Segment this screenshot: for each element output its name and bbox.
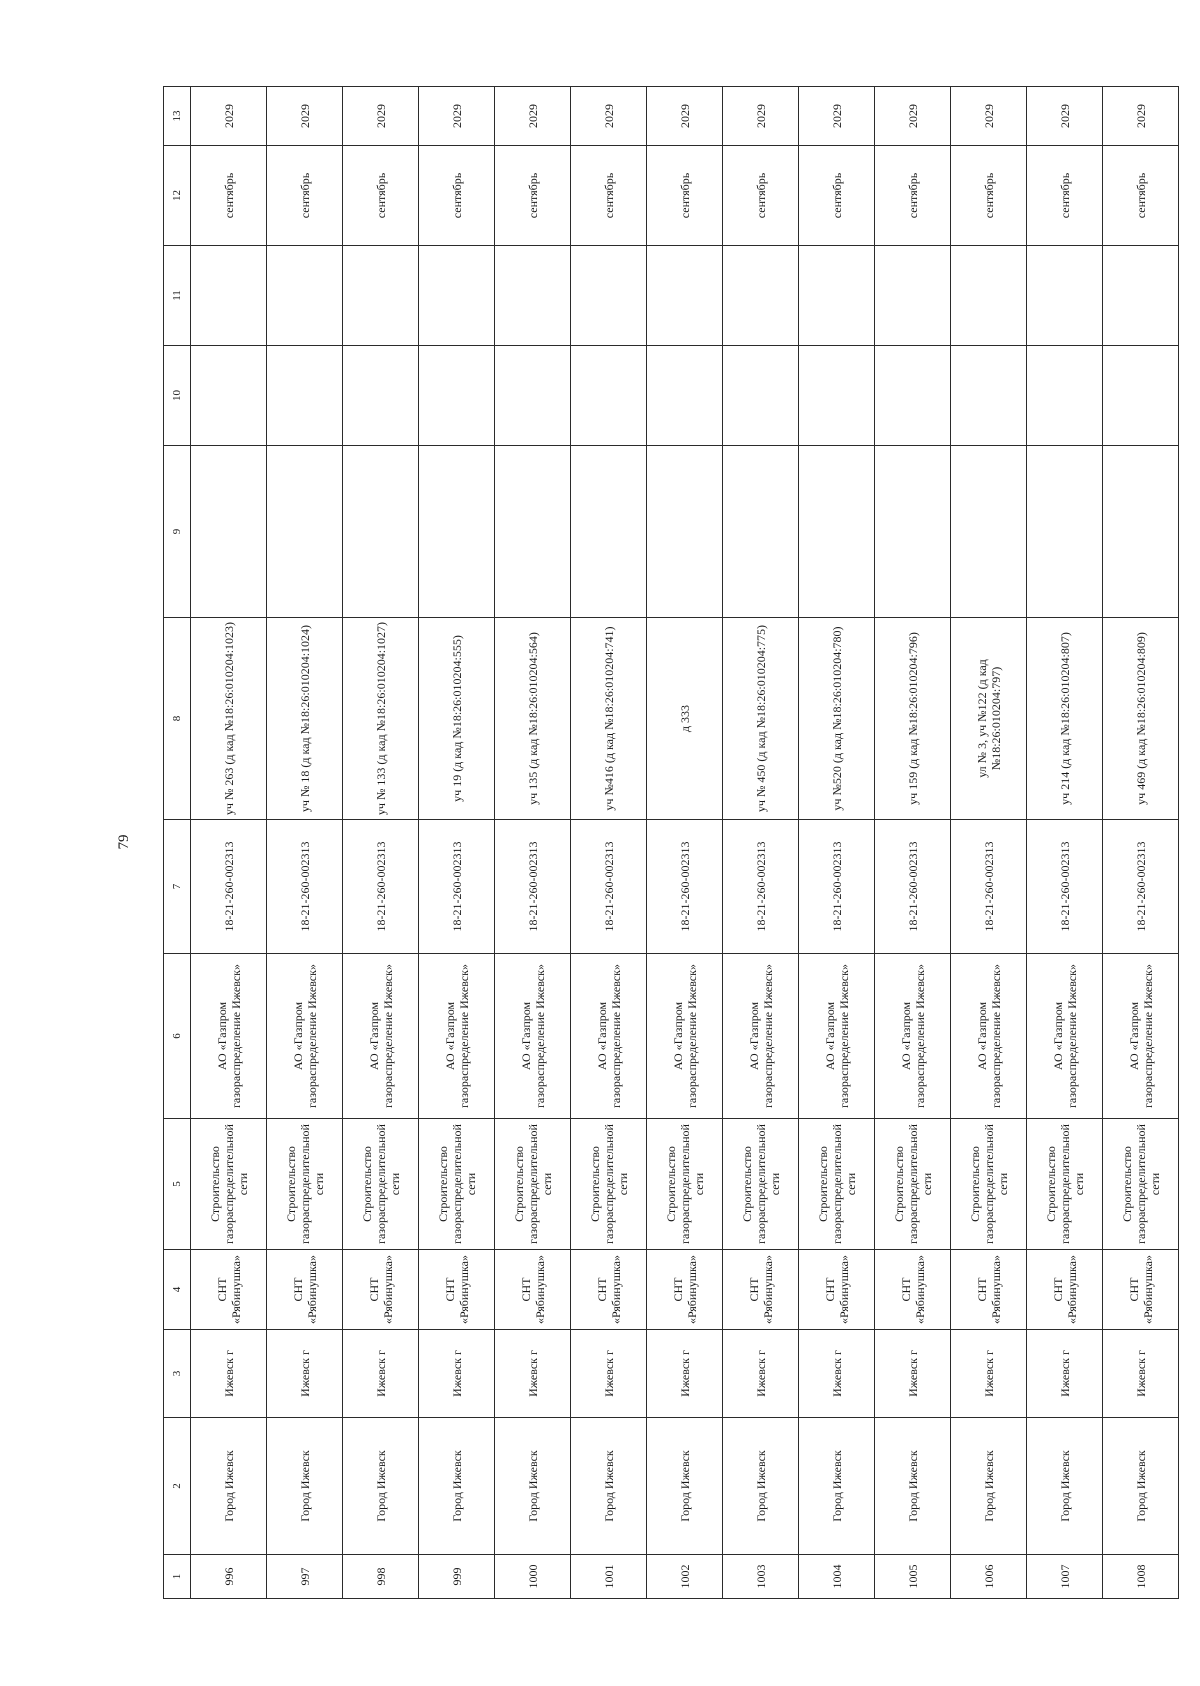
settlement-cell: СНТ «Рябинушка» [191,1250,267,1330]
owner-cell: АО «Газпром газораспределение Ижевск» [267,954,343,1119]
column-10-cell [951,346,1027,446]
register-number-cell: 18-21-260-002313 [495,820,571,954]
row-number-cell: 1002 [647,1555,723,1599]
object-name-cell: Строительство газораспределительной сети [343,1119,419,1250]
register-number-cell: 18-21-260-002313 [191,820,267,954]
column-11-cell [571,246,647,346]
column-10-cell [343,346,419,446]
column-header: 7 [164,820,191,954]
column-header: 9 [164,446,191,618]
column-9-cell [495,446,571,618]
owner-cell: АО «Газпром газораспределение Ижевск» [191,954,267,1119]
month-cell: сентябрь [799,146,875,246]
object-name-cell: Строительство газораспределительной сети [191,1119,267,1250]
row-number-cell: 1006 [951,1555,1027,1599]
table-row [1027,87,1103,1599]
column-11-cell [191,246,267,346]
column-11-cell [419,246,495,346]
year-cell: 2029 [951,87,1027,146]
locality-cell: Ижевск г [267,1330,343,1418]
table-row [267,87,343,1599]
table-row [875,87,951,1599]
register-number-cell: 18-21-260-002313 [1027,820,1103,954]
column-11-cell [951,246,1027,346]
address-cell: уч 135 (д кад №18:26:010204:564) [495,618,571,820]
settlement-cell: СНТ «Рябинушка» [1027,1250,1103,1330]
municipality-cell: Город Ижевск [419,1418,495,1555]
municipality-cell: Город Ижевск [1027,1418,1103,1555]
column-9-cell [1103,446,1179,618]
municipality-cell: Город Ижевск [571,1418,647,1555]
table-row [343,87,419,1599]
owner-cell: АО «Газпром газораспределение Ижевск» [647,954,723,1119]
column-10-cell [191,346,267,446]
month-cell: сентябрь [495,146,571,246]
owner-cell: АО «Газпром газораспределение Ижевск» [495,954,571,1119]
column-9-cell [419,446,495,618]
register-number-cell: 18-21-260-002313 [951,820,1027,954]
municipality-cell: Город Ижевск [1103,1418,1179,1555]
month-cell: сентябрь [571,146,647,246]
row-number-cell: 998 [343,1555,419,1599]
register-number-cell: 18-21-260-002313 [875,820,951,954]
column-10-cell [267,346,343,446]
locality-cell: Ижевск г [1027,1330,1103,1418]
owner-cell: АО «Газпром газораспределение Ижевск» [343,954,419,1119]
column-11-cell [343,246,419,346]
row-number-cell: 1003 [723,1555,799,1599]
column-10-cell [799,346,875,446]
column-10-cell [495,346,571,446]
locality-cell: Ижевск г [951,1330,1027,1418]
column-9-cell [723,446,799,618]
owner-cell: АО «Газпром газораспределение Ижевск» [723,954,799,1119]
settlement-cell: СНТ «Рябинушка» [419,1250,495,1330]
owner-cell: АО «Газпром газораспределение Ижевск» [951,954,1027,1119]
year-cell: 2029 [191,87,267,146]
object-name-cell: Строительство газораспределительной сети [723,1119,799,1250]
address-cell: уч №416 (д кад №18:26:010204:741) [571,618,647,820]
table-row [723,87,799,1599]
settlement-cell: СНТ «Рябинушка» [723,1250,799,1330]
owner-cell: АО «Газпром газораспределение Ижевск» [419,954,495,1119]
settlement-cell: СНТ «Рябинушка» [495,1250,571,1330]
address-cell: ул № 3, уч №122 (д кад №18:26:010204:797) [951,618,1027,820]
year-cell: 2029 [723,87,799,146]
register-number-cell: 18-21-260-002313 [419,820,495,954]
column-10-cell [723,346,799,446]
gas-network-table [163,86,1179,1599]
column-11-cell [723,246,799,346]
row-number-cell: 1001 [571,1555,647,1599]
register-number-cell: 18-21-260-002313 [647,820,723,954]
column-header: 5 [164,1119,191,1250]
locality-cell: Ижевск г [1103,1330,1179,1418]
register-number-cell: 18-21-260-002313 [267,820,343,954]
year-cell: 2029 [419,87,495,146]
table-row [191,87,267,1599]
column-11-cell [799,246,875,346]
table-row [647,87,723,1599]
locality-cell: Ижевск г [875,1330,951,1418]
object-name-cell: Строительство газораспределительной сети [571,1119,647,1250]
address-cell: уч № 133 (д кад №18:26:010204:1027) [343,618,419,820]
column-header: 10 [164,346,191,446]
register-number-cell: 18-21-260-002313 [343,820,419,954]
municipality-cell: Город Ижевск [647,1418,723,1555]
year-cell: 2029 [571,87,647,146]
table-row [1103,87,1179,1599]
table-row [571,87,647,1599]
object-name-cell: Строительство газораспределительной сети [951,1119,1027,1250]
year-cell: 2029 [267,87,343,146]
municipality-cell: Город Ижевск [267,1418,343,1555]
locality-cell: Ижевск г [191,1330,267,1418]
settlement-cell: СНТ «Рябинушка» [343,1250,419,1330]
column-9-cell [875,446,951,618]
locality-cell: Ижевск г [495,1330,571,1418]
column-9-cell [799,446,875,618]
month-cell: сентябрь [647,146,723,246]
column-11-cell [875,246,951,346]
settlement-cell: СНТ «Рябинушка» [875,1250,951,1330]
year-cell: 2029 [647,87,723,146]
municipality-cell: Город Ижевск [495,1418,571,1555]
month-cell: сентябрь [191,146,267,246]
register-number-cell: 18-21-260-002313 [799,820,875,954]
column-11-cell [647,246,723,346]
column-header: 8 [164,618,191,820]
column-header: 2 [164,1418,191,1555]
settlement-cell: СНТ «Рябинушка» [1103,1250,1179,1330]
object-name-cell: Строительство газораспределительной сети [875,1119,951,1250]
column-header: 6 [164,954,191,1119]
owner-cell: АО «Газпром газораспределение Ижевск» [571,954,647,1119]
column-9-cell [951,446,1027,618]
object-name-cell: Строительство газораспределительной сети [495,1119,571,1250]
month-cell: сентябрь [875,146,951,246]
municipality-cell: Город Ижевск [723,1418,799,1555]
register-number-cell: 18-21-260-002313 [723,820,799,954]
column-11-cell [1027,246,1103,346]
year-cell: 2029 [1103,87,1179,146]
column-10-cell [571,346,647,446]
locality-cell: Ижевск г [343,1330,419,1418]
owner-cell: АО «Газпром газораспределение Ижевск» [875,954,951,1119]
row-number-cell: 1007 [1027,1555,1103,1599]
settlement-cell: СНТ «Рябинушка» [267,1250,343,1330]
month-cell: сентябрь [419,146,495,246]
object-name-cell: Строительство газораспределительной сети [267,1119,343,1250]
object-name-cell: Строительство газораспределительной сети [1027,1119,1103,1250]
year-cell: 2029 [799,87,875,146]
year-cell: 2029 [875,87,951,146]
column-11-cell [267,246,343,346]
month-cell: сентябрь [723,146,799,246]
column-10-cell [1103,346,1179,446]
address-cell: уч №520 (д кад №18:26:010204:780) [799,618,875,820]
object-name-cell: Строительство газораспределительной сети [419,1119,495,1250]
row-number-cell: 999 [419,1555,495,1599]
table-row [951,87,1027,1599]
address-cell: уч № 263 (д кад №18:26:010204:1023) [191,618,267,820]
month-cell: сентябрь [343,146,419,246]
year-cell: 2029 [1027,87,1103,146]
row-number-cell: 1000 [495,1555,571,1599]
row-number-cell: 997 [267,1555,343,1599]
object-name-cell: Строительство газораспределительной сети [647,1119,723,1250]
column-9-cell [647,446,723,618]
column-header: 13 [164,87,191,146]
municipality-cell: Город Ижевск [799,1418,875,1555]
locality-cell: Ижевск г [647,1330,723,1418]
column-10-cell [647,346,723,446]
month-cell: сентябрь [1027,146,1103,246]
table-row [419,87,495,1599]
table-body [191,87,1179,1599]
column-10-cell [875,346,951,446]
address-cell: уч 469 (д кад №18:26:010204:809) [1103,618,1179,820]
column-9-cell [571,446,647,618]
municipality-cell: Город Ижевск [875,1418,951,1555]
column-header: 12 [164,146,191,246]
locality-cell: Ижевск г [723,1330,799,1418]
row-number-cell: 1008 [1103,1555,1179,1599]
column-11-cell [1103,246,1179,346]
column-9-cell [1027,446,1103,618]
municipality-cell: Город Ижевск [191,1418,267,1555]
column-9-cell [191,446,267,618]
object-name-cell: Строительство газораспределительной сети [1103,1119,1179,1250]
month-cell: сентябрь [267,146,343,246]
column-9-cell [267,446,343,618]
column-header: 11 [164,246,191,346]
year-cell: 2029 [495,87,571,146]
locality-cell: Ижевск г [799,1330,875,1418]
settlement-cell: СНТ «Рябинушка» [799,1250,875,1330]
table-row [799,87,875,1599]
municipality-cell: Город Ижевск [951,1418,1027,1555]
settlement-cell: СНТ «Рябинушка» [647,1250,723,1330]
row-number-cell: 1005 [875,1555,951,1599]
register-number-cell: 18-21-260-002313 [571,820,647,954]
municipality-cell: Город Ижевск [343,1418,419,1555]
register-number-cell: 18-21-260-002313 [1103,820,1179,954]
month-cell: сентябрь [1103,146,1179,246]
column-header: 3 [164,1330,191,1418]
settlement-cell: СНТ «Рябинушка» [571,1250,647,1330]
address-cell: уч 159 (д кад №18:26:010204:796) [875,618,951,820]
column-header: 1 [164,1555,191,1599]
column-10-cell [1027,346,1103,446]
locality-cell: Ижевск г [571,1330,647,1418]
column-10-cell [419,346,495,446]
column-header: 4 [164,1250,191,1330]
address-cell: д 333 [647,618,723,820]
address-cell: уч 19 (д кад №18:26:010204:555) [419,618,495,820]
owner-cell: АО «Газпром газораспределение Ижевск» [1103,954,1179,1119]
locality-cell: Ижевск г [419,1330,495,1418]
table-row [495,87,571,1599]
address-cell: уч № 18 (д кад №18:26:010204:1024) [267,618,343,820]
address-cell: уч № 450 (д кад №18:26:010204:775) [723,618,799,820]
address-cell: уч 214 (д кад №18:26:010204:807) [1027,618,1103,820]
row-number-cell: 1004 [799,1555,875,1599]
object-name-cell: Строительство газораспределительной сети [799,1119,875,1250]
column-number-row [164,87,191,1599]
year-cell: 2029 [343,87,419,146]
owner-cell: АО «Газпром газораспределение Ижевск» [1027,954,1103,1119]
row-number-cell: 996 [191,1555,267,1599]
column-11-cell [495,246,571,346]
settlement-cell: СНТ «Рябинушка» [951,1250,1027,1330]
table-viewport [163,87,1162,1599]
owner-cell: АО «Газпром газораспределение Ижевск» [799,954,875,1119]
page-number: 79 [116,834,132,850]
month-cell: сентябрь [951,146,1027,246]
column-9-cell [343,446,419,618]
